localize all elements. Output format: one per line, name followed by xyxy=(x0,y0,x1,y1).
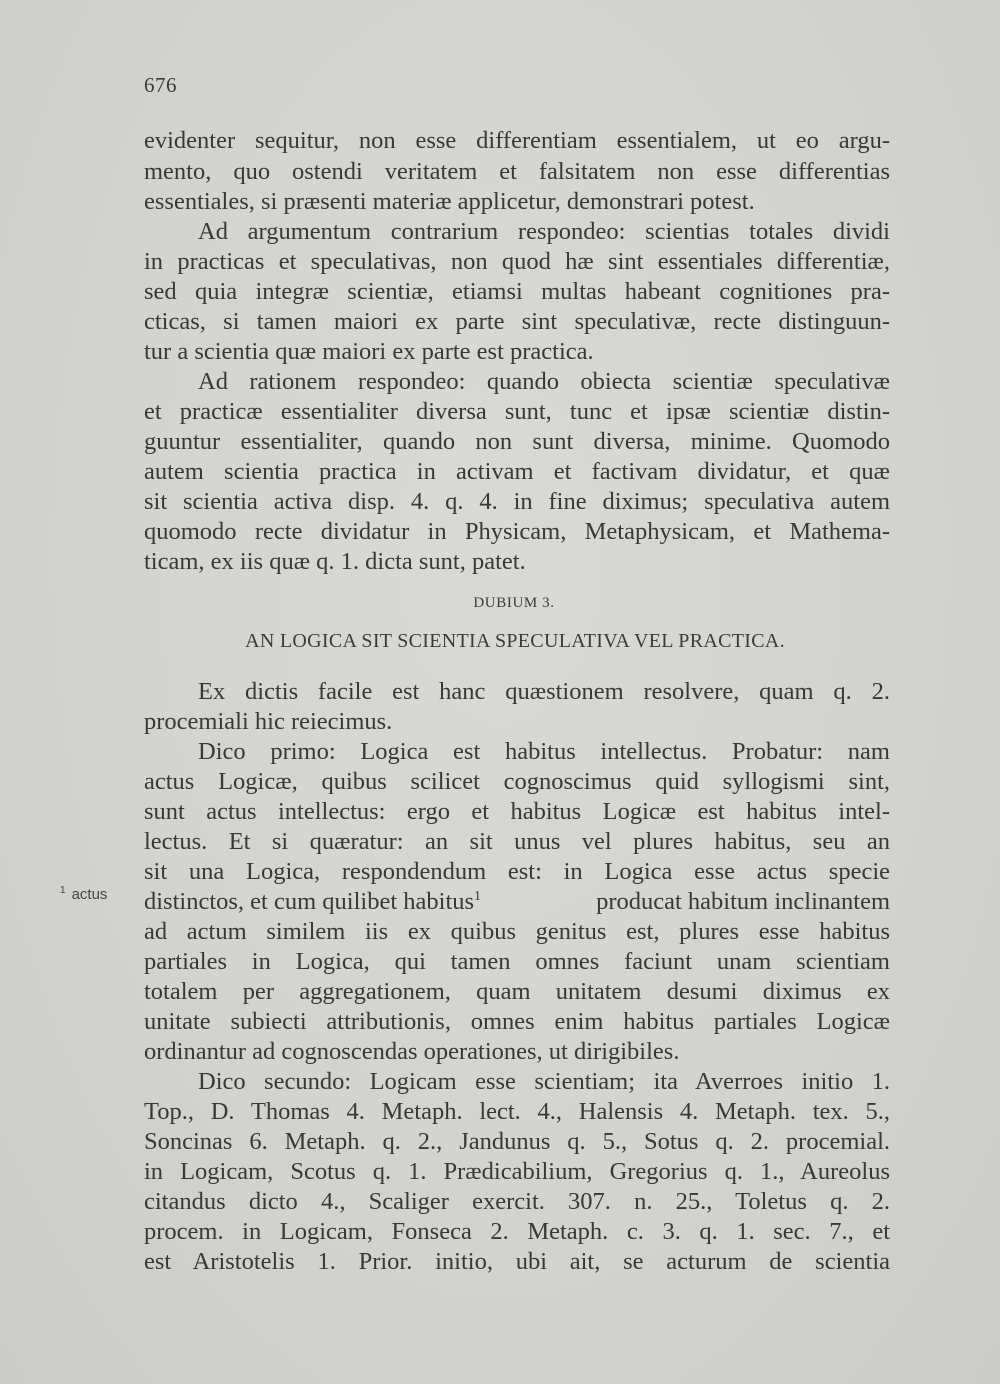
text-line: sed quia integræ scientiæ, etiamsi multas habeant cognitiones pra- xyxy=(144,278,890,305)
text-segment: distinctos, et cum quilibet habitus xyxy=(144,888,475,915)
text-line: in Logicam, Scotus q. 1. Prædicabilium, Gregorius q. 1., Aureolus xyxy=(144,1158,890,1185)
text-line: Ad rationem respondeo: quando obiecta scientiæ speculativæ xyxy=(198,368,890,395)
section-title: AN LOGICA SIT SCIENTIA SPECULATIVA VEL PRACTICA. xyxy=(245,630,785,652)
text-segment: producat habitum inclinantem xyxy=(596,888,890,915)
margin-note xyxy=(60,885,107,903)
text-line: sit una Logica, respondendum est: in Logica esse actus specie xyxy=(144,858,890,885)
text-line: et practicæ essentialiter diversa sunt, tunc et ipsæ scientiæ distin- xyxy=(144,398,890,425)
text-line: totalem per aggregationem, quam unitatem desumi diximus ex xyxy=(144,978,890,1005)
footnote-marker: 1 xyxy=(474,888,482,904)
text-line: partiales in Logica, qui tamen omnes faciunt unam scientiam xyxy=(144,948,890,975)
text-line: Dico secundo: Logicam esse scientiam; ita Averroes initio 1. xyxy=(198,1068,890,1095)
text-line: sunt actus intellectus: ergo et habitus Logicæ est habitus intel- xyxy=(144,798,890,825)
text-line: essentiales, si præsenti materiæ applicetur, demonstrari potest. xyxy=(144,188,755,215)
text-line: mento, quo ostendi veritatem et falsitatem non esse differentias xyxy=(144,158,890,185)
section-label: DUBIUM 3. xyxy=(473,595,555,611)
text-line: tur a scientia quæ maiori ex parte est practica. xyxy=(144,338,594,365)
text-line: actus Logicæ, quibus scilicet cognoscimus quid syllogismi sint, xyxy=(144,768,890,795)
text-line: Ad argumentum contrarium respondeo: scientias totales dividi xyxy=(198,218,890,245)
text-line: quomodo recte dividatur in Physicam, Metaphysicam, et Mathema- xyxy=(144,518,890,545)
text-line: procem. in Logicam, Fonseca 2. Metaph. c. 3. q. 1. sec. 7., et xyxy=(144,1218,890,1245)
text-line: lectus. Et si quæratur: an sit unus vel plures habitus, seu an xyxy=(144,828,890,855)
text-line: guuntur essentialiter, quando non sunt diversa, minime. Quomodo xyxy=(144,428,890,455)
text-line: Soncinas 6. Metaph. q. 2., Jandunus q. 5., Sotus q. 2. procemial. xyxy=(144,1128,890,1155)
text-line: ad actum similem iis ex quibus genitus est, plures esse habitus xyxy=(144,918,890,945)
text-line: procemiali hic reiecimus. xyxy=(144,708,393,735)
text-line-with-footnote xyxy=(144,887,890,916)
margin-note-marker: 1 xyxy=(60,885,66,896)
text-line: evidenter sequitur, non esse differentiam essentialem, ut eo argu- xyxy=(144,127,890,154)
text-line: unitate subiecti attributionis, omnes enim habitus partiales Logicæ xyxy=(144,1008,890,1035)
margin-note-text: actus xyxy=(71,886,108,903)
text-line: ordinantur ad cognoscendas operationes, ut dirigibiles. xyxy=(144,1038,680,1065)
page-number: 676 xyxy=(144,73,177,97)
text-line: sit scientia activa disp. 4. q. 4. in fine diximus; speculativa autem xyxy=(144,488,890,515)
text-line: est Aristotelis 1. Prior. initio, ubi ait, se acturum de scientia xyxy=(144,1248,890,1275)
text-line: Dico primo: Logica est habitus intellectus. Probatur: nam xyxy=(198,738,890,765)
text-line: Ex dictis facile est hanc quæstionem resolvere, quam q. 2. xyxy=(198,678,890,705)
text-line: autem scientia practica in activam et factivam dividatur, et quæ xyxy=(144,458,890,485)
text-line: in practicas et speculativas, non quod hæ sint essentiales differentiæ, xyxy=(144,248,890,275)
text-line: Top., D. Thomas 4. Metaph. lect. 4., Halensis 4. Metaph. tex. 5., xyxy=(144,1098,890,1125)
text-line: ticam, ex iis quæ q. 1. dicta sunt, patet. xyxy=(144,548,526,575)
text-line: cticas, si tamen maiori ex parte sint speculativæ, recte distinguun- xyxy=(144,308,890,335)
text-line: citandus dicto 4., Scaliger exercit. 307. n. 25., Toletus q. 2. xyxy=(144,1188,890,1215)
